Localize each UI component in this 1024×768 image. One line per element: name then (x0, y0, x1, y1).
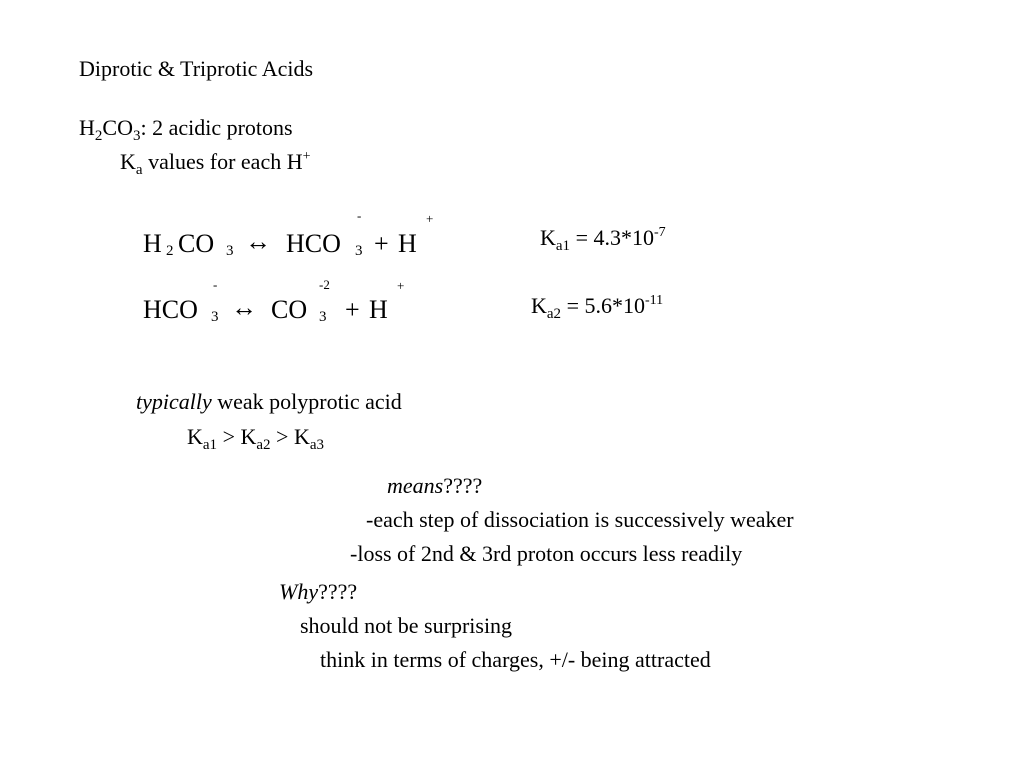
means-question: ???? (443, 473, 483, 498)
eq1-h: H (143, 229, 162, 258)
eq2-arrow-icon: ↔ (231, 293, 257, 322)
eq1-plus-op: + (374, 229, 389, 258)
why-italic: Why (279, 579, 319, 604)
order-k2: K (240, 424, 257, 449)
ka-ordering (187, 424, 325, 453)
ka2-k: K (531, 293, 547, 318)
eq1-sub-3: 3 (226, 243, 234, 259)
eq1-minus-charge: - (357, 208, 362, 223)
why-line-1: should not be surprising (300, 613, 513, 638)
eq2-charge: -2 (319, 277, 330, 292)
h2co3-sub-3: 3 (132, 128, 141, 144)
order-gt1: > (217, 424, 241, 449)
order-s2: a2 (256, 437, 271, 453)
eq2-hco: HCO (143, 295, 198, 324)
ka1-k: K (540, 225, 556, 250)
ka1-value (540, 225, 666, 254)
eq2-plus-charge: + (397, 278, 405, 293)
eq1-hco: HCO (286, 229, 341, 258)
eq1-co: CO (178, 229, 215, 258)
typically-text: weak polyprotic acid (211, 389, 402, 414)
eq2-minus-charge: - (213, 277, 218, 292)
h2co3-h: H (79, 115, 95, 140)
eq2-sub-3b: 3 (319, 309, 327, 325)
order-gt2: > (270, 424, 294, 449)
ka2-text: = 5.6*10 (561, 293, 645, 318)
ka1-exp: -7 (653, 225, 666, 240)
eq2-h-ion: H (369, 295, 388, 324)
eq2-plus-op: + (345, 295, 360, 324)
order-k3: K (293, 424, 310, 449)
eq1-arrow-icon: ↔ (245, 227, 271, 256)
eq1-plus-charge: + (426, 211, 434, 226)
typically-italic: typically (136, 389, 212, 414)
ka1-sub: a1 (555, 238, 571, 254)
ka1-text: = 4.3*10 (570, 225, 654, 250)
ka2-value (531, 293, 664, 322)
ka-sub: a (135, 162, 143, 178)
h2co3-intro (79, 115, 293, 144)
why-question: ???? (318, 579, 358, 604)
ka-k: K (120, 149, 136, 174)
why-heading (279, 581, 357, 603)
ka2-sub: a2 (546, 306, 562, 322)
means-line-1: -each step of dissociation is successively weaker (366, 507, 794, 532)
order-s1: a1 (202, 437, 218, 453)
means-italic: means (387, 473, 444, 498)
h2co3-sub-2: 2 (94, 128, 103, 144)
order-k1: K (187, 424, 203, 449)
ka-values-sup: + (302, 149, 311, 164)
means-line-2: -loss of 2nd & 3rd proton occurs less readily (350, 541, 743, 566)
slide-title: Diprotic & Triprotic Acids (79, 56, 314, 81)
eq2-co: CO (271, 295, 308, 324)
why-line-2: think in terms of charges, +/- being attracted (320, 647, 711, 672)
eq1-sub-3b: 3 (355, 243, 363, 259)
order-s3: a3 (309, 437, 325, 453)
typically-line (136, 391, 402, 413)
ka-values-line (120, 149, 311, 178)
means-heading (387, 475, 482, 497)
h2co3-co: CO (102, 115, 133, 140)
eq1-sub-2: 2 (166, 243, 174, 259)
ka2-exp: -11 (644, 293, 664, 308)
h2co3-text: : 2 acidic protons (140, 115, 293, 140)
ka-values-text: values for each H (142, 149, 303, 174)
eq2-sub-3: 3 (211, 309, 219, 325)
eq1-h-ion: H (398, 229, 417, 258)
